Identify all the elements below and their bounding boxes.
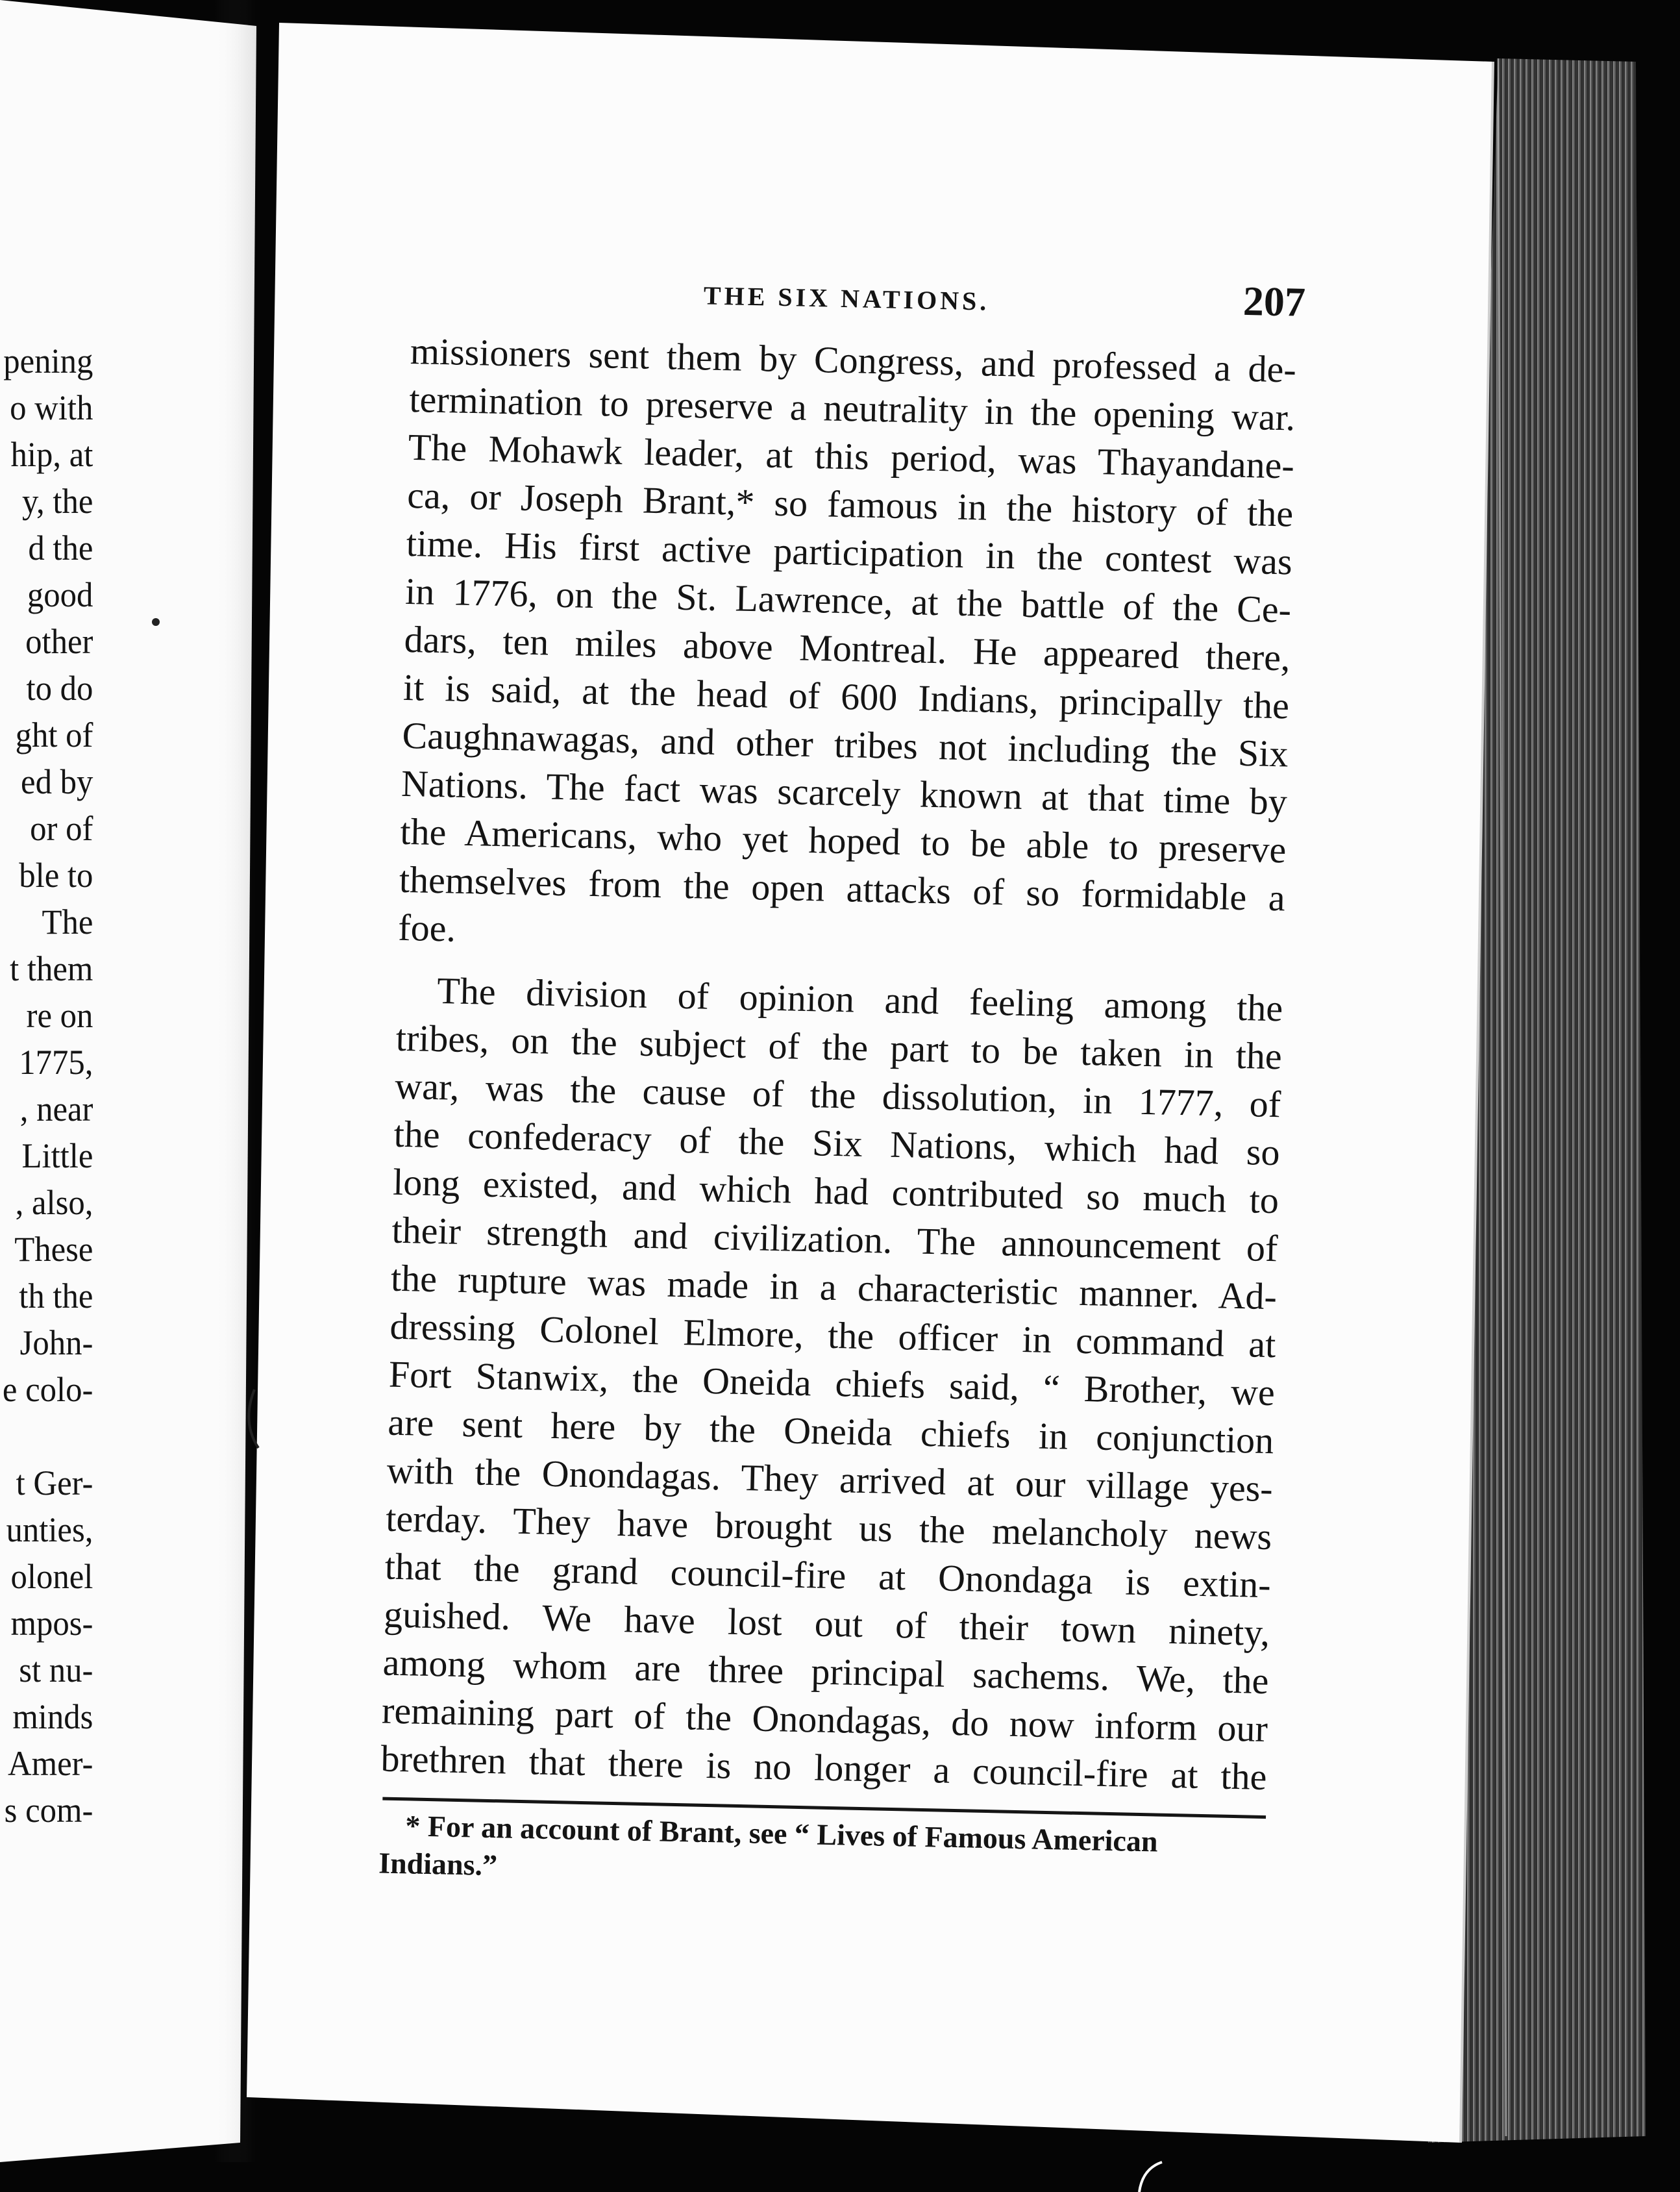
left-page-line-fragment: y, the [21,482,93,521]
text-line: termination to preserve a neutrality in the opening war. [408,377,1296,439]
text-line: war, was the cause of the dissolution, in 1777, of [394,1064,1281,1126]
paragraph-2 [380,966,1283,1801]
paragraph-1 [398,327,1297,970]
left-page-line-fragment: good [27,575,93,614]
left-page-line-fragment: hip, at [10,435,93,474]
left-page-line-fragment: other [25,622,93,661]
text-line: time. His first active participation in the contest was [406,521,1293,583]
text-line: long existed, and which had contributed so much to [392,1160,1279,1222]
text-line: in 1776, on the St. Lawrence, at the battle of the Ce- [404,569,1292,631]
text-line: the confederacy of the Six Nations, which had so [393,1112,1281,1174]
left-page-line-fragment: st nu- [18,1650,93,1689]
text-line: foe. [397,906,456,950]
left-page-line-fragment: 1775, [18,1043,93,1082]
text-line: tribes, on the subject of the part to be taken in the [395,1016,1283,1078]
text-line: brethren that there is no longer a council-fire at the [380,1737,1268,1799]
left-page-line-fragment: minds [12,1697,93,1736]
left-page-line-fragment: , also, [15,1183,93,1222]
left-page-line-fragment: d the [27,529,93,567]
left-page-line-fragment: to do [26,669,93,708]
left-page-text-column [0,338,93,1834]
text-line: guished. We have lost out of their town ninety, [383,1593,1270,1654]
page-number: 207 [1242,277,1306,325]
text-line: dars, ten miles above Montreal. He appeared there, [404,617,1291,679]
left-page-line-fragment: ble to [18,856,93,895]
text-line: missioners sent them by Congress, and professed a de- [410,329,1297,391]
text-line: Fort Stanwix, the Oneida chiefs said, “ Brother, we [388,1352,1276,1414]
left-page-line-fragment: ed by [20,762,93,801]
text-line: remaining part of the Onondagas, do now inform our [381,1689,1268,1750]
text-line: their strength and civilization. The announcement of [391,1208,1279,1270]
text-line: themselves from the open attacks of so formidable a [399,858,1286,919]
text-line: are sent here by the Oneida chiefs in conjunction [387,1401,1274,1462]
text-line: it is said, at the head of 600 Indians, principally the [402,666,1290,727]
text-line: that the grand council-fire at Onondaga is extin- [384,1545,1272,1606]
left-page-line-fragment: t Ger- [16,1463,93,1502]
text-line: dressing Colonel Elmore, the officer in command at [389,1304,1276,1366]
footnote-line: * For an account of Brant, see “ Lives of Famous American [404,1809,1159,1858]
left-page-line-fragment: e colo- [2,1370,93,1409]
left-page-line-fragment: th the [18,1277,93,1315]
text-line: ca, or Joseph Brant,* so famous in the history of the [406,473,1294,535]
footnote [378,1806,1266,1900]
left-page-line-fragment: re on [26,996,93,1035]
text-line: among whom are three principal sachems. We, the [382,1641,1270,1702]
left-page-line-fragment: olonel [10,1557,93,1596]
left-page-line-fragment: Little [21,1136,93,1175]
text-line: The division of opinion and feeling among the [436,969,1283,1030]
left-page-line-fragment: or of [29,809,93,848]
left-page-line-fragment: Amer- [7,1744,93,1783]
right-page [240,13,1526,2156]
left-page-line-fragment: pening [3,342,93,380]
running-head-title: THE SIX NATIONS. [703,280,990,316]
left-page-line-fragment: unties, [6,1510,93,1549]
left-page-line-fragment: John- [19,1323,93,1362]
left-page-line-fragment: The [42,903,93,941]
text-line: The Mohawk leader, at this period, was Thayandane- [408,425,1295,487]
footnote-line: Indians.” [378,1846,498,1882]
left-page-line-fragment: t them [9,949,93,988]
left-page-line-fragment: , near [19,1090,93,1128]
left-page-line-fragment: These [14,1230,93,1269]
left-page-line-fragment: o with [9,388,93,427]
left-page-line-fragment [2,1413,93,1460]
text-line: with the Onondagas. They arrived at our village yes- [386,1449,1274,1510]
text-line: terday. They have brought us the melancholy news [385,1497,1272,1558]
text-line: Nations. The fact was scarcely known at that time by [401,762,1288,823]
left-facing-page [0,0,256,2156]
text-line: Caughnawagas, and other tribes not including the Six [401,714,1289,775]
page-content [378,260,1306,1900]
text-line: the Americans, who yet hoped to be able to preserve [399,810,1287,871]
left-page-line-fragment: s com- [4,1791,93,1830]
left-page-line-fragment: ght of [15,716,93,754]
text-line: the rupture was made in a characteristic manner. Ad- [390,1256,1278,1318]
bottom-corner-mark [1139,2162,1162,2192]
left-page-line-fragment: mpos- [10,1604,93,1643]
